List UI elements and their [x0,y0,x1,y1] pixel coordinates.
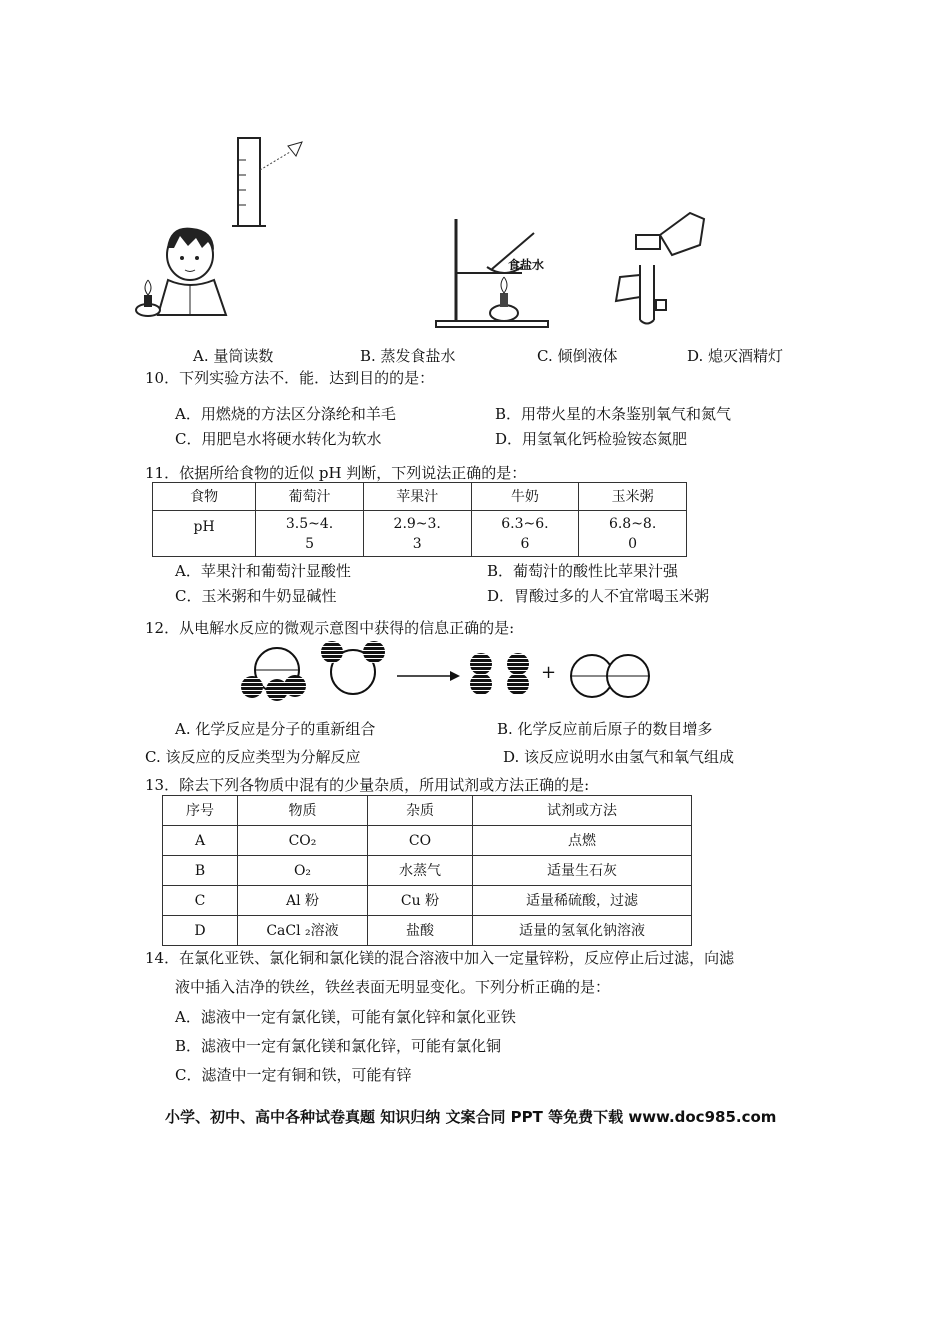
electrolysis-diagram [235,640,665,710]
q12-option-d: D. 该反应说明水由氢气和氧气组成 [503,748,735,766]
impurity-header-impurity: 杂质 [368,796,473,826]
impurity-row-b-method: 适量生石灰 [473,856,692,886]
impurity-row-b-impurity: 水蒸气 [368,856,473,886]
q12-stem: 12．从电解水反应的微观示意图中获得的信息正确的是: [145,619,515,637]
impurity-row-c-substance: Al 粉 [238,886,368,916]
impurity-row-a-substance: CO₂ [238,826,368,856]
impurity-row-d-id: D [163,916,238,946]
impurity-table [162,795,692,946]
q14-stem-line2: 液中插入洁净的铁丝，铁丝表面无明显变化。下列分析正确的是： [175,978,611,996]
q12-option-a: A. 化学反应是分子的重新组合 [175,720,376,738]
ph-header-food: 食物 [153,483,256,511]
ph-table [152,482,687,557]
q14-stem-line1: 14．在氯化亚铁、氯化铜和氯化镁的混合溶液中加入一定量锌粉，反应停止后过滤，向滤 [145,949,735,967]
ph-cell-corn: 6.8~8. 0 [579,511,687,557]
ph-header-corn: 玉米粥 [579,483,687,511]
q10-option-a: A．用燃烧的方法区分涤纶和羊毛 [175,405,396,423]
impurity-header-id: 序号 [163,796,238,826]
q9-option-a: A. 量筒读数 [193,347,274,365]
q11-option-c: C．玉米粥和牛奶显碱性 [175,587,337,605]
impurity-row-b-substance: O₂ [238,856,368,886]
illustration-evaporating-salt-water [432,215,562,335]
q14-option-b: B．滤液中一定有氯化镁和氯化锌，可能有氯化铜 [175,1037,502,1055]
illustration-graduated-cylinder-and-boy [130,130,250,330]
q9-option-d: D. 熄灭酒精灯 [687,347,784,365]
impurity-header-method: 试剂或方法 [473,796,692,826]
ph-header-grape: 葡萄汁 [256,483,364,511]
q11-stem: 11．依据所给食物的近似 pH 判断，下列说法正确的是： [145,464,527,482]
impurity-row-b-id: B [163,856,238,886]
impurity-row-c-method: 适量稀硫酸，过滤 [473,886,692,916]
q11-option-d: D．胃酸过多的人不宜常喝玉米粥 [487,587,710,605]
ph-cell-apple: 2.9~3. 3 [363,511,471,557]
ph-row-label: pH [153,511,256,557]
q13-stem: 13．除去下列各物质中混有的少量杂质，所用试剂或方法正确的是: [145,776,590,794]
ph-header-apple: 苹果汁 [363,483,471,511]
impurity-row-a-impurity: CO [368,826,473,856]
impurity-row-d-substance: CaCl ₂溶液 [238,916,368,946]
impurity-row-d-impurity: 盐酸 [368,916,473,946]
q12-option-c: C. 该反应的反应类型为分解反应 [145,748,361,766]
impurity-row-c-impurity: Cu 粉 [368,886,473,916]
impurity-row-a-id: A [163,826,238,856]
q10-option-b: B．用带火星的木条鉴别氧气和氮气 [495,405,732,423]
ph-header-milk: 牛奶 [471,483,579,511]
footer-download-notice: 小学、初中、高中各种试卷真题 知识归纳 文案合同 PPT 等免费下载 www.doc985.com [165,1108,777,1126]
q12-option-b: B. 化学反应前后原子的数目增多 [497,720,713,738]
salt-water-label: 食盐水 [508,258,545,272]
q11-option-a: A．苹果汁和葡萄汁显酸性 [175,562,351,580]
q9-option-b: B. 蒸发食盐水 [360,347,456,365]
ph-cell-milk: 6.3~6. 6 [471,511,579,557]
impurity-row-d-method: 适量的氢氧化钠溶液 [473,916,692,946]
impurity-header-substance: 物质 [238,796,368,826]
impurity-row-c-id: C [163,886,238,916]
q10-option-c: C．用肥皂水将硬水转化为软水 [175,430,382,448]
impurity-row-a-method: 点燃 [473,826,692,856]
q11-option-b: B．葡萄汁的酸性比苹果汁强 [487,562,679,580]
q14-option-a: A．滤液中一定有氯化镁，可能有氯化锌和氯化亚铁 [175,1008,516,1026]
q14-option-c: C．滤渣中一定有铜和铁，可能有锌 [175,1066,412,1084]
plus-sign: + [541,662,557,683]
q10-stem: 10．下列实验方法不．能．达到目的的是： [145,369,435,387]
illustration-pouring-liquid [600,205,720,335]
q9-option-c: C. 倾倒液体 [537,347,618,365]
ph-cell-grape: 3.5~4. 5 [256,511,364,557]
q10-option-d: D．用氢氧化钙检验铵态氮肥 [495,430,688,448]
